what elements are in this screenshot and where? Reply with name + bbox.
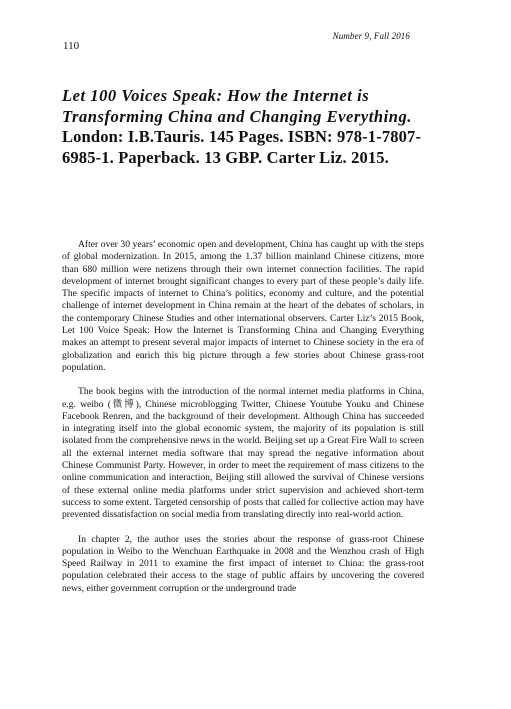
running-header: Number 9, Fall 2016 <box>332 31 410 41</box>
review-heading <box>62 86 430 168</box>
book-title: Let 100 Voices Speak: How the Internet is Transforming China and Changing Everything. <box>62 86 412 126</box>
review-body <box>62 239 424 607</box>
body-paragraph: In chapter 2, the author uses the stories about the response of grass-root Chinese population in Weibo to the Wenchuan Earthquake in 2008 and the Wenzhou crash of High Speed Railway in 2011 to examine the first impact of internet to China: the grass-root population celebrated their access to the stage of public affairs by uncovering the covered news, either government corruption or the underground trade <box>62 533 424 594</box>
body-paragraph: After over 30 years’ economic open and development, China has caught up with the steps of global modernization. In 2015, among the 1.37 billion mainland Chinese citizens, more than 680 million were netizens through their own internet connection facilities. The rapid development of internet brought significant changes to every part of these people’s daily life. The specific impacts of internet to China’s politics, economy and culture, and the potential challenge of internet development in China remain at the heart of the debates of scholars, in the contemporary Chinese Studies and other international observers. Carter Liz’s 2015 Book, Let 100 Voice Speak: How the Internet is Transforming China and Changing Everything makes an attempt to present several major impacts of internet to Chinese society in the era of globalization and enrich this big picture through a few stories about Chinese grass-root population. <box>62 239 424 373</box>
page-number: 110 <box>63 40 80 52</box>
bibliographic-details: London: I.B.Tauris. 145 Pages. ISBN: 978-1-7807-6985-1. Paperback. 13 GBP. Carter Liz. 2015. <box>62 127 422 167</box>
body-paragraph: The book begins with the introduction of the normal internet media platforms in China, e.g. weibo (微博), Chinese microblogging Twitter, Chinese Youtube Youku and Chinese Facebook Renren, and the background of their development. Although China has succeeded in integrating itself into the global economic system, the majority of its population is still isolated from the comprehensive news in the world. Beijing set up a Great Fire Wall to screen all the external internet media software that may spread the negative information about Chinese Communist Party. However, in order to meet the requirement of mass citizens to the online communication and interaction, Beijing still allowed the survival of Chinese versions of these external online media platforms under strict supervision and achieved short-term success to some extent. Targeted censorship of posts that called for collective action may have prevented dissatisfaction on social media from translating directly into real-world action. <box>62 386 424 521</box>
